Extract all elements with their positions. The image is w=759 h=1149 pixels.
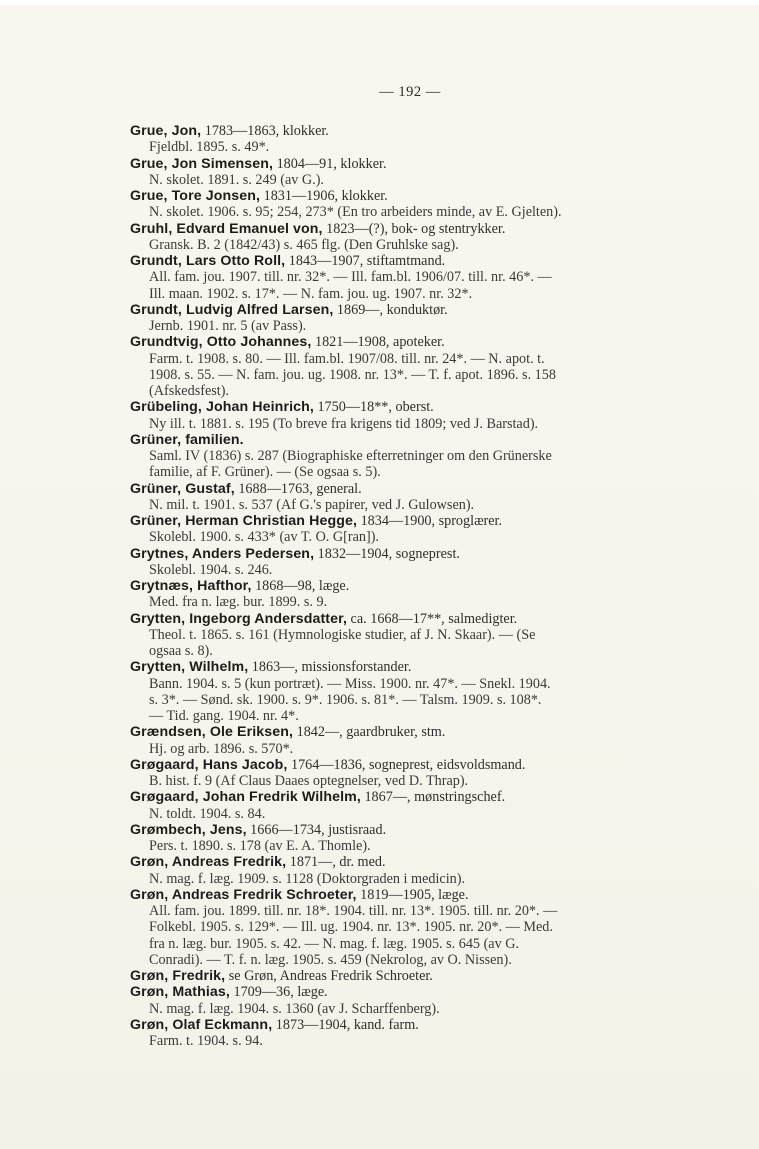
- bibliography-entry: [130, 481, 698, 514]
- entry-description: ca. 1668—17**, salmedigter.: [347, 610, 518, 627]
- entry-name: Grøgaard, Hans Jacob,: [130, 756, 288, 773]
- entry-reference: (Afskedsfest).: [149, 383, 229, 399]
- entry-reference: Conradi). — T. f. n. læg. 1905. s. 459 (Nekrolog, av O. Nissen).: [149, 951, 512, 968]
- entry-description: 1764—1836, sogneprest, eidsvoldsmand.: [287, 756, 526, 773]
- entry-name: Grytten, Ingeborg Andersdatter,: [130, 610, 347, 627]
- entry-headline: [130, 887, 698, 903]
- entry-reference: — Tid. gang. 1904. nr. 4*.: [149, 708, 299, 724]
- entry-headline: [130, 302, 698, 318]
- bibliography-entry: [130, 399, 698, 432]
- entry-name: Grüner, Herman Christian Hegge,: [130, 513, 358, 529]
- entry-reference: All. fam. jou. 1899. till. nr. 18*. 1904. till. nr. 13*. 1905. till. nr. 20*. —: [149, 903, 558, 919]
- entry-name: Grytnæs, Hafthor,: [130, 578, 252, 594]
- entry-description: 1867—, mønstringschef.: [360, 789, 506, 806]
- entry-reference: Gransk. B. 2 (1842/43) s. 465 flg. (Den Gruhlske sag).: [149, 236, 459, 253]
- entry-name: Grytnes, Anders Pedersen,: [130, 545, 315, 562]
- bibliography-entry: [130, 757, 698, 790]
- entry-reference: N. mil. t. 1901. s. 537 (Af G.'s papirer, ved J. Gulowsen).: [149, 496, 475, 513]
- entry-description: 1666—1734, justisraad.: [246, 821, 387, 838]
- entry-reference: All. fam. jou. 1907. till. nr. 32*. — Ill. fam.bl. 1906/07. till. nr. 46*. —: [149, 269, 552, 286]
- entry-description: 1831—1906, klokker.: [260, 188, 388, 204]
- bibliography-entry: [130, 822, 698, 855]
- entry-reference: ogsaa s. 8).: [149, 643, 213, 659]
- entry-headline: [130, 724, 698, 740]
- entry-name: Grøn, Olaf Eckmann,: [130, 1016, 273, 1033]
- bibliography-entries: [130, 123, 698, 1049]
- entry-headline: [130, 481, 698, 497]
- entry-headline: [130, 513, 698, 529]
- entry-reference: familie, af F. Grüner). — (Se ogsaa s. 5).: [149, 464, 381, 481]
- entry-description: 1821—1908, apoteker.: [311, 334, 445, 351]
- entry-description: 1871—, dr. med.: [286, 854, 386, 871]
- entry-description: 1688—1763, general.: [234, 480, 362, 497]
- entry-description: 1709—36, læge.: [229, 984, 328, 1001]
- entry-description: 1843—1907, stiftamtmand.: [285, 253, 446, 269]
- bibliography-entry: [130, 513, 698, 546]
- bibliography-entry: [130, 188, 698, 221]
- page-number: — 192 —: [379, 84, 441, 100]
- entry-name: Grübeling, Johan Heinrich,: [130, 399, 314, 416]
- bibliography-entry: [130, 854, 698, 887]
- entry-headline: [130, 984, 698, 1000]
- page-top-edge: [0, 0, 759, 5]
- entry-reference: N. skolet. 1906. s. 95; 254, 273* (En tro arbeiders minde, av E. Gjelten).: [149, 204, 562, 221]
- bibliography-entry: [130, 611, 698, 660]
- bibliography-entry: [130, 984, 698, 1017]
- entry-description: 1863—, missionsforstander.: [248, 659, 412, 676]
- entry-reference: Saml. IV (1836) s. 287 (Biographiske efterretninger om den Grünerske: [149, 448, 552, 464]
- entry-name: Grüner, Gustaf,: [130, 480, 235, 497]
- entry-name: Grue, Jon,: [130, 123, 202, 139]
- entry-headline: [130, 546, 698, 562]
- entry-headline: [130, 789, 698, 805]
- entry-headline: [130, 968, 698, 984]
- entry-description: 1873—1904, kand. farm.: [272, 1016, 419, 1033]
- entry-reference: Fjeldbl. 1895. s. 49*.: [149, 139, 270, 156]
- entry-description: 1834—1900, sproglærer.: [357, 513, 503, 529]
- entry-name: Grundt, Ludvig Alfred Larsen,: [130, 301, 334, 318]
- entry-headline: [130, 253, 698, 269]
- entry-headline: [130, 334, 698, 350]
- entry-name: Grømbech, Jens,: [130, 821, 247, 838]
- entry-reference: s. 3*. — Sønd. sk. 1900. s. 9*. 1906. s. 81*. — Talsm. 1909. s. 108*.: [149, 691, 542, 708]
- entry-name: Grøn, Andreas Fredrik,: [130, 854, 287, 871]
- entry-reference: Theol. t. 1865. s. 161 (Hymnologiske studier, af J. N. Skaar). — (Se: [149, 626, 536, 643]
- bibliography-entry: [130, 724, 698, 757]
- bibliography-entry: [130, 334, 698, 399]
- entry-reference: B. hist. f. 9 (Af Claus Daaes optegnelser, ved D. Thrap).: [149, 773, 469, 789]
- entry-headline: [130, 1017, 698, 1033]
- entry-description: 1750—18**, oberst.: [313, 399, 434, 416]
- entry-name: Grytten, Wilhelm,: [130, 659, 249, 676]
- entry-headline: [130, 123, 698, 139]
- entry-headline: [130, 221, 698, 237]
- entry-name: Grøn, Mathias,: [130, 984, 230, 1001]
- entry-description: 1783—1863, klokker.: [201, 123, 329, 139]
- entry-description: 1832—1904, sogneprest.: [314, 545, 460, 562]
- entry-reference: Pers. t. 1890. s. 178 (av E. A. Thomle).: [149, 838, 371, 854]
- entry-headline: [130, 757, 698, 773]
- entry-description: 1842—, gaardbruker, stm.: [293, 724, 446, 741]
- entry-description: 1868—98, læge.: [251, 578, 350, 594]
- entry-reference: N. mag. f. læg. 1904. s. 1360 (av J. Scharffenberg).: [149, 1000, 440, 1017]
- bibliography-entry: [130, 123, 698, 156]
- entry-name: Grue, Jon Simensen,: [130, 155, 274, 172]
- entry-description: 1823—(?), bok- og stentrykker.: [322, 220, 506, 237]
- entry-name: Grøn, Andreas Fredrik Schroeter,: [130, 886, 357, 903]
- entry-reference: N. mag. f. læg. 1909. s. 1128 (Doktorgraden i medicin).: [149, 870, 466, 887]
- entry-headline: [130, 822, 698, 838]
- entry-reference: fra n. læg. bur. 1905. s. 42. — N. mag. f. læg. 1905. s. 645 (av G.: [149, 935, 520, 952]
- bibliography-entry: [130, 789, 698, 822]
- entry-headline: [130, 611, 698, 627]
- bibliography-entry: [130, 221, 698, 254]
- entry-reference: Jernb. 1901. nr. 5 (av Pass).: [149, 318, 307, 334]
- bibliography-entry: [130, 578, 698, 611]
- entry-reference: N. skolet. 1891. s. 249 (av G.).: [149, 171, 324, 188]
- entry-reference: Hj. og arb. 1896. s. 570*.: [149, 740, 294, 757]
- entry-reference: Skolebl. 1904. s. 246.: [149, 561, 273, 578]
- entry-headline: [130, 854, 698, 870]
- bibliography-entry: [130, 432, 698, 481]
- entry-reference: Skolebl. 1900. s. 433* (av T. O. G[ran]).: [149, 529, 379, 546]
- entry-name: Grændsen, Ole Eriksen,: [130, 724, 294, 741]
- entry-reference: Bann. 1904. s. 5 (kun portræt). — Miss. 1900. nr. 47*. — Snekl. 1904.: [149, 675, 551, 692]
- entry-name: Grundt, Lars Otto Roll,: [130, 253, 286, 269]
- bibliography-entry: [130, 887, 698, 968]
- entry-description: 1804—91, klokker.: [273, 155, 387, 172]
- bibliography-entry: [130, 253, 698, 302]
- bibliography-entry: [130, 546, 698, 579]
- entry-reference: 1908. s. 55. — N. fam. jou. ug. 1908. nr. 13*. — T. f. apot. 1896. s. 158: [149, 366, 556, 383]
- entry-name: Grøn, Fredrik,: [130, 968, 226, 984]
- entry-reference: Farm. t. 1908. s. 80. — Ill. fam.bl. 1907/08. till. nr. 24*. — N. apot. t.: [149, 350, 545, 367]
- entry-headline: [130, 432, 698, 448]
- entry-reference: Folkebl. 1905. s. 129*. — Ill. ug. 1904. nr. 13*. 1905. nr. 20*. — Med.: [149, 919, 553, 936]
- bibliography-entry: [130, 659, 698, 724]
- entry-description: 1819—1905, læge.: [356, 886, 469, 903]
- bibliography-entry: [130, 1017, 698, 1050]
- entry-reference: Farm. t. 1904. s. 94.: [149, 1033, 263, 1049]
- bibliography-entry: [130, 968, 698, 984]
- entry-name: Grøgaard, Johan Fredrik Wilhelm,: [130, 789, 361, 806]
- entry-headline: [130, 156, 698, 172]
- bibliography-entry: [130, 156, 698, 189]
- entry-reference: N. toldt. 1904. s. 84.: [149, 805, 266, 822]
- entry-headline: [130, 659, 698, 675]
- entry-headline: [130, 399, 698, 415]
- entry-description: 1869—, konduktør.: [333, 301, 448, 318]
- entry-name: Grüner, familien.: [130, 431, 244, 448]
- entry-name: Grundtvig, Otto Johannes,: [130, 334, 312, 351]
- entry-reference: Med. fra n. læg. bur. 1899. s. 9.: [149, 594, 328, 611]
- entry-reference: Ny ill. t. 1881. s. 195 (To breve fra krigens tid 1809; ved J. Barstad).: [149, 415, 539, 432]
- entry-description: se Grøn, Andreas Fredrik Schroeter.: [225, 968, 433, 984]
- entry-reference: Ill. maan. 1902. s. 17*. — N. fam. jou. ug. 1907. nr. 32*.: [149, 285, 473, 302]
- entry-name: Grue, Tore Jonsen,: [130, 188, 261, 204]
- entry-headline: [130, 578, 698, 594]
- bibliography-entry: [130, 302, 698, 335]
- entry-headline: [130, 188, 698, 204]
- entry-name: Gruhl, Edvard Emanuel von,: [130, 220, 323, 237]
